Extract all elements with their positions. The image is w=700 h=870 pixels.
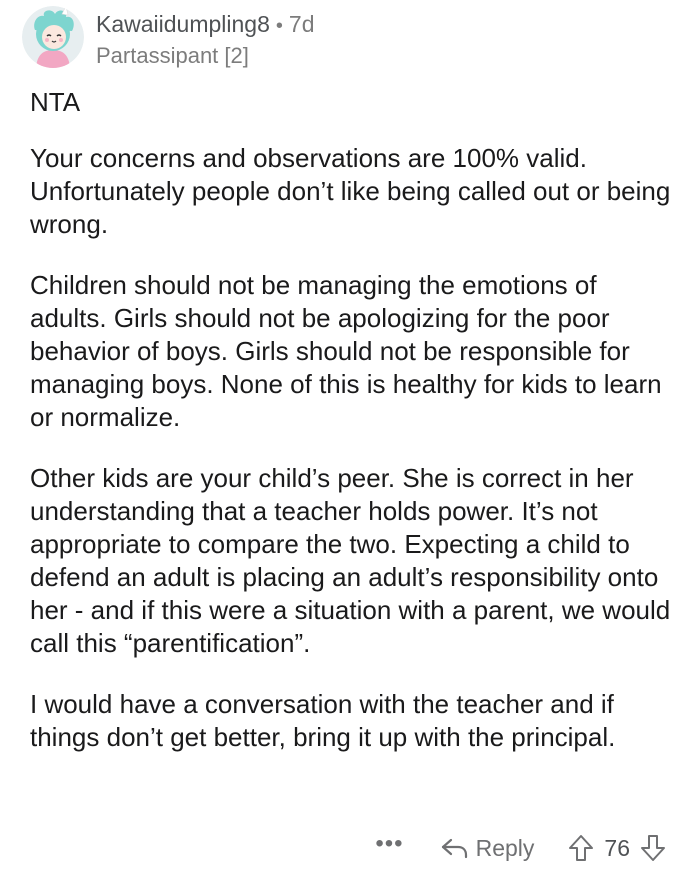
more-options-button[interactable]: ••• <box>375 830 404 857</box>
user-flair: Partassipant [2] <box>96 43 249 68</box>
comment-meta <box>96 10 315 70</box>
username-link[interactable]: Kawaiidumpling8 <box>96 11 270 37</box>
comment-paragraph: Children should not be managing the emotions of adults. Girls should not be apologizing for the poor behavior of boys. Girls should not be responsible for managing boys. None of this is healthy for kids to learn or normalize. <box>30 270 662 432</box>
comment-actions <box>375 826 666 870</box>
comment-paragraph: NTA <box>30 87 81 117</box>
upvote-arrow-icon[interactable] <box>568 834 594 862</box>
reply-label: Reply <box>475 834 535 861</box>
comment-paragraph: Other kids are your child’s peer. She is correct in her understanding that a teacher holds power. It’s not appropriate to compare the two. Expecting a child to defend an adult is placing an adult’s responsibility onto her - and if this were a situation with a parent, we would call this “parentification”. <box>30 463 671 658</box>
comment-paragraph: Your concerns and observations are 100% valid. Unfortunately people don’t like being called out or being wrong. <box>30 143 671 239</box>
avatar[interactable] <box>22 6 84 68</box>
vote-count: 76 <box>604 834 630 861</box>
comment-header <box>22 6 315 72</box>
comment-paragraph: I would have a conversation with the teacher and if things don’t get better, bring it up with the principal. <box>30 689 616 752</box>
author-line <box>96 10 315 40</box>
reply-arrow-icon <box>440 837 468 859</box>
comment-age: 7d <box>288 11 315 37</box>
comment-body <box>30 86 680 782</box>
meta-separator: • <box>275 15 283 37</box>
downvote-arrow-icon[interactable] <box>640 834 666 862</box>
vote-controls <box>568 834 666 862</box>
reply-button[interactable] <box>440 835 535 862</box>
